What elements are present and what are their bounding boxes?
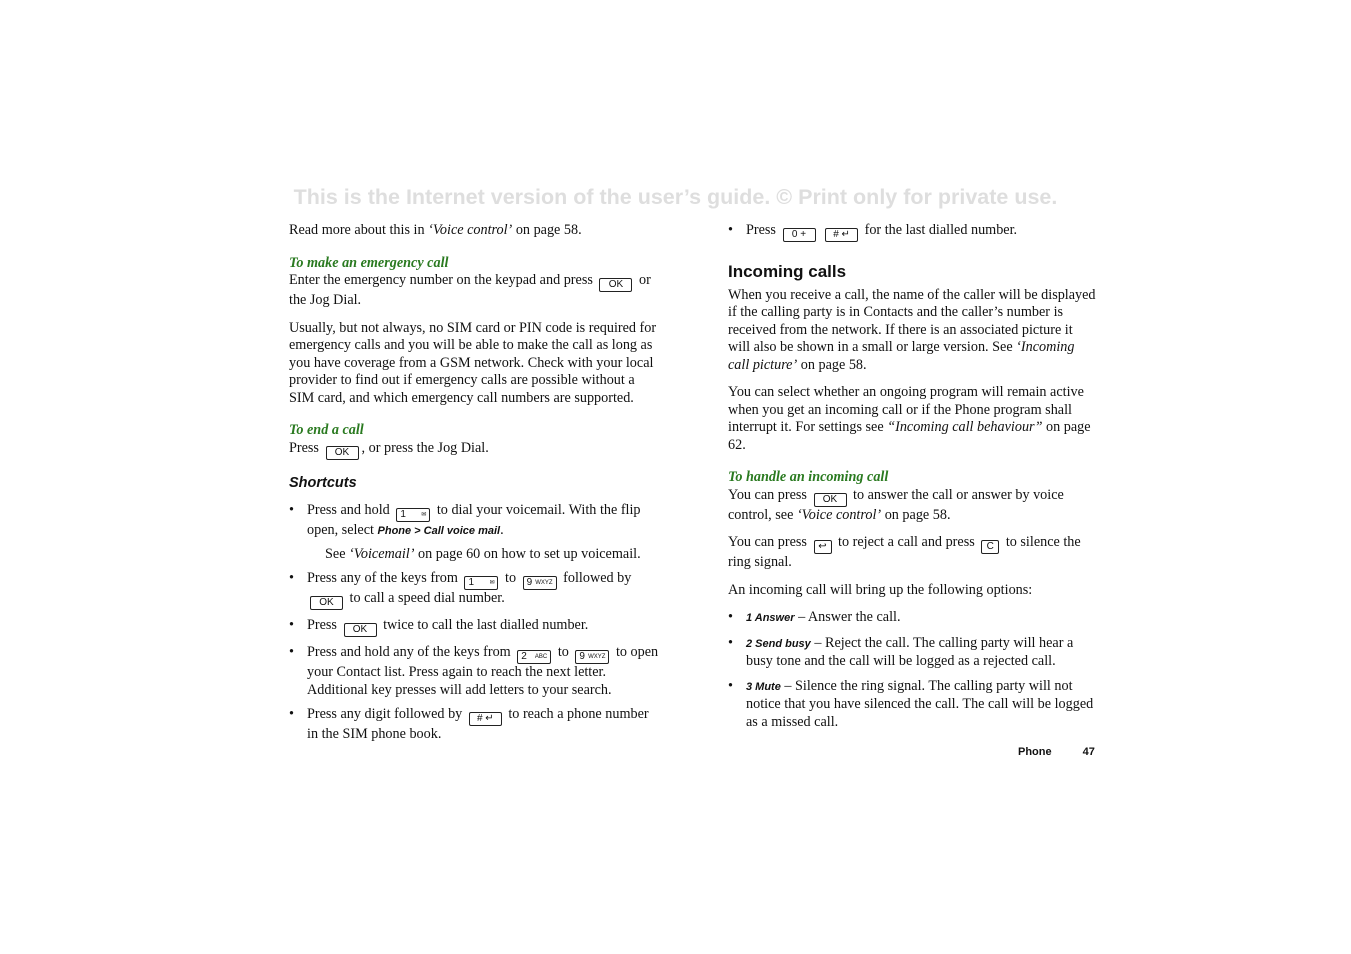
incoming-paragraph-1: When you receive a call, the name of the caller will be displayed if the calling party is in Contacts and the caller’s number is received from the network. If there is an associated picture it will also be shown in a small or large version. See ‘Incoming call picture’ on page 58.: [728, 286, 1096, 373]
handle-paragraph-1: You can press OK to answer the call or answer by voice control, see ‘Voice control’ on page 58.: [728, 486, 1064, 523]
handle-call-heading: To handle an incoming call: [728, 469, 889, 485]
list-item: • Press any of the keys from 1 ✉ to 9 WXYZ followed by OK to call a speed dial number.: [289, 570, 659, 610]
left-column: [289, 222, 659, 744]
footer-section: Phone: [1018, 746, 1052, 758]
zero-key-icon: 0 +: [783, 228, 816, 242]
list-item: • 1 Answer – Answer the call.: [728, 609, 1098, 628]
key-1-icon: 1 ✉: [396, 508, 430, 522]
list-item: • Press and hold any of the keys from 2 ABC to 9 WXYZ to open your Contact list. Press again to reach the next letter. Additional key presses will add letters to your search.: [289, 644, 659, 699]
incoming-calls-heading: Incoming calls: [728, 262, 847, 281]
redial-list: [728, 222, 1098, 242]
page-number: 47: [1082, 746, 1095, 758]
key-9-icon: 9 WXYZ: [575, 650, 609, 664]
watermark: This is the Internet version of the user’s guide. © Print only for private use.: [293, 185, 1058, 209]
voice-control-ref: ‘Voice control’: [428, 222, 513, 238]
c-key-icon: C: [981, 540, 999, 554]
list-item: • Press and hold 1 ✉ to dial your voicemail. With the flip open, select Phone > Call voice mail. See ‘Voicemail’ on page 60 on how to set up voicemail.: [289, 502, 659, 563]
incoming-paragraph-2: You can select whether an ongoing program will remain active when you get an incoming call or if the Phone program shall interrupt it. For settings see “Incoming call behaviour” on page 62.: [728, 384, 1091, 453]
ok-key-icon: OK: [599, 278, 632, 292]
key-2-icon: 2 ABC: [517, 650, 551, 664]
options-list: [728, 609, 1098, 731]
end-call-paragraph: Press OK , or press the Jog Dial.: [289, 439, 489, 458]
hash-key-icon: # ↵: [825, 228, 858, 242]
intro-paragraph: Read more about this in ‘Voice control’ on page 58.: [289, 222, 582, 238]
ok-key-icon: OK: [326, 446, 359, 460]
ok-key-icon: OK: [814, 493, 847, 507]
page-footer: [1018, 746, 1095, 758]
menu-path: Phone > Call voice mail: [377, 525, 501, 537]
list-item: • Press OK twice to call the last dialled number.: [289, 617, 659, 637]
emergency-paragraph-2: Usually, but not always, no SIM card or PIN code is required for emergency calls and you will be able to make the call as long as you have coverage from a GSM network. Check with your local provider to find out if emergency calls are possible without a SIM card, and which emergency call numbers are supported.: [289, 319, 657, 406]
reject-key-icon: ↩: [814, 540, 832, 554]
hash-key-icon: # ↵: [469, 712, 502, 726]
ok-key-icon: OK: [344, 623, 377, 637]
ok-key-icon: OK: [310, 596, 343, 610]
shortcuts-list: [289, 502, 659, 744]
list-item: • 2 Send busy – Reject the call. The calling party will hear a busy tone and the call will be logged as a rejected call.: [728, 635, 1098, 671]
shortcuts-heading: Shortcuts: [289, 474, 357, 491]
list-item: • Press any digit followed by # ↵ to reach a phone number in the SIM phone book.: [289, 706, 659, 744]
options-intro: An incoming call will bring up the following options:: [728, 581, 1033, 598]
key-1-icon: 1 ✉: [464, 576, 498, 590]
end-call-heading: To end a call: [289, 422, 364, 438]
key-9-icon: 9 WXYZ: [523, 576, 557, 590]
list-item: • 3 Mute – Silence the ring signal. The calling party will not notice that you have silenced the call. The call will be logged as a missed call.: [728, 678, 1098, 732]
emergency-paragraph-1: Enter the emergency number on the keypad and press OK or the Jog Dial.: [289, 272, 651, 308]
list-item: • Press 0 + # ↵ for the last dialled number.: [728, 222, 1098, 242]
right-column: [728, 222, 1098, 731]
voicemail-see-note: See ‘Voicemail’ on page 60 on how to set up voicemail.: [325, 545, 641, 562]
handle-paragraph-2: You can press ↩ to reject a call and press C to silence the ring signal.: [728, 534, 1081, 570]
emergency-heading: To make an emergency call: [289, 254, 449, 271]
